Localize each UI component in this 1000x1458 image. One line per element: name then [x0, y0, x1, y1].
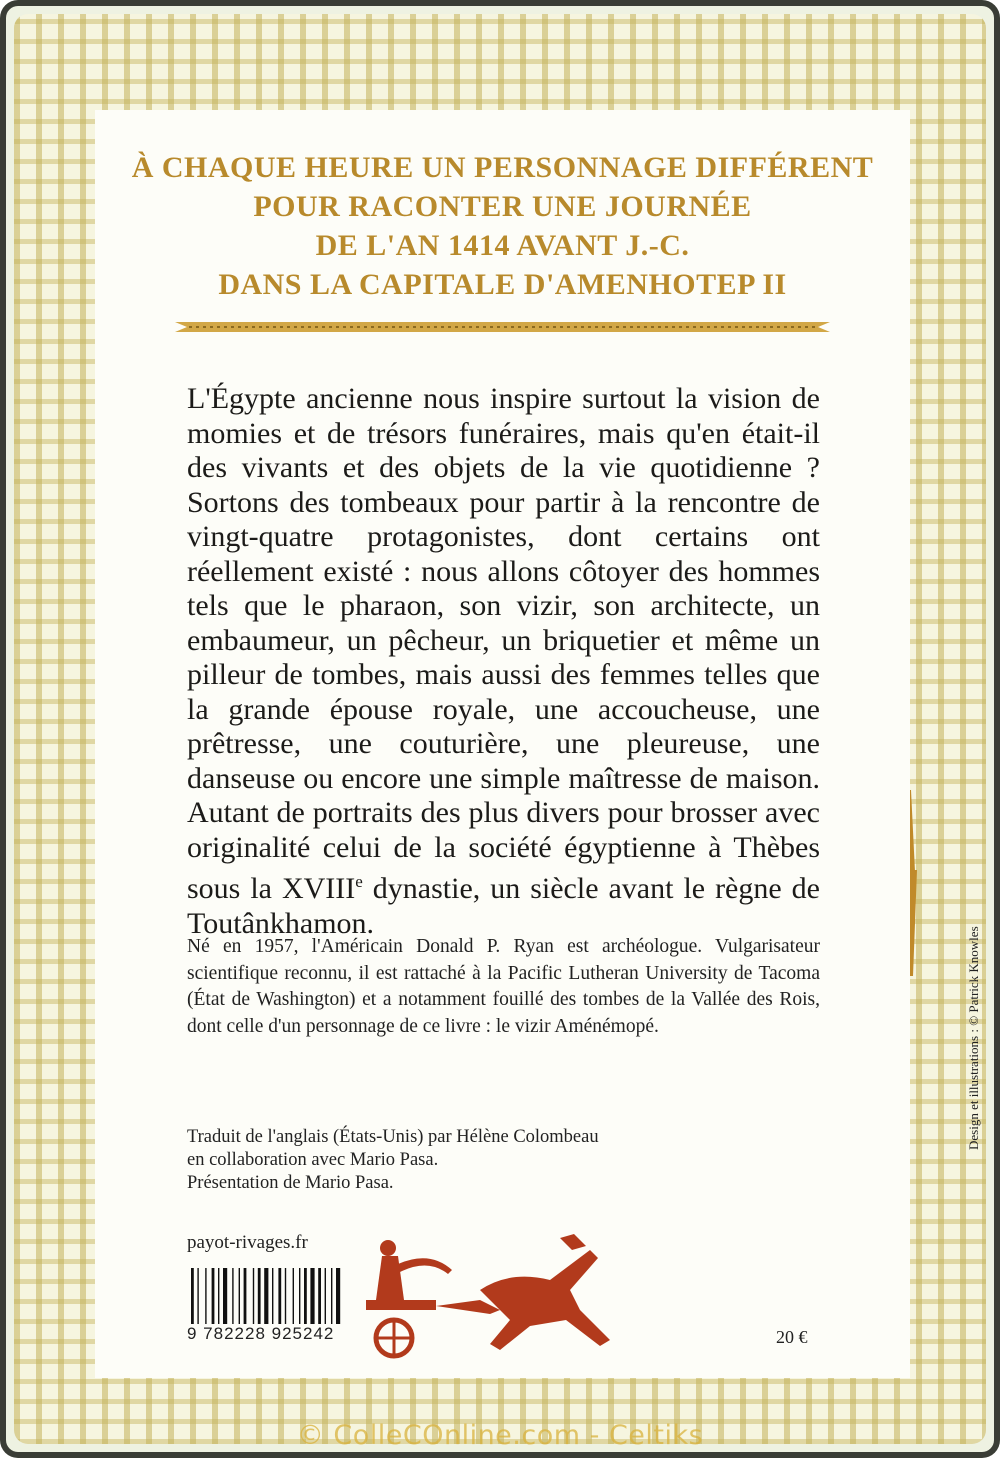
design-credit: Design et illustrations : © Patrick Knowles: [966, 926, 981, 1150]
credit-line-1: Traduit de l'anglais (États-Unis) par Hélène Colombeau: [187, 1127, 599, 1147]
blurb-text-end: dynastie, un siècle avant le règne de Toutânkhamon.: [187, 872, 820, 940]
credit-line-2: en collaboration avec Mario Pasa.: [187, 1150, 439, 1170]
isbn-number: 9 782228 925242: [187, 1324, 387, 1344]
headline-line-3: DE L'AN 1414 AVANT J.-C.: [315, 229, 690, 262]
text-panel: [95, 110, 910, 1378]
gold-ornament-divider: [175, 320, 830, 334]
chariot-archer-illustration: [360, 1230, 620, 1365]
credit-line-3: Présentation de Mario Pasa.: [187, 1173, 394, 1193]
author-bio: Né en 1957, l'Américain Donald P. Ryan est archéologue. Vulgarisateur scientifique reconnu, il est rattaché à la Pacific Lutheran University de Tacoma (État de Washington) et a notamment fouillé des tombes de la Vallée des Rois, dont celle d'un personnage de ce livre : le vizir Aménémopé.: [187, 936, 820, 1037]
headline-line-1: À CHAQUE HEURE UN PERSONNAGE DIFFÉRENT: [131, 151, 874, 184]
headline-line-4: DANS LA CAPITALE D'AMENHOTEP II: [218, 268, 787, 301]
watermark: © ColleCOnline.com - Celtiks: [296, 1420, 704, 1451]
blurb-text-main: L'Égypte ancienne nous inspire surtout la vision de momies et de trésors funéraires, mais qu'en était-il des vivants et des objets de la vie quotidienne ? Sortons des tombeaux pour partir à la rencontre de vingt-quatre protagonistes, dont certains ont réellement existé : nous allons côtoyer des hommes tels que le pharaon, son vizir, son architecte, un embaumeur, un pêcheur, un briquetier et même un pilleur de tombes, mais aussi des femmes telles que la grande épouse royale, une accoucheuse, une prêtresse, une couturière, une pleureuse, une danseuse ou encore une simple maîtresse de maison. Autant de portraits des plus divers pour brosser avec originalité celui de la société égyptienne à Thèbes sous la XVIII: [187, 382, 820, 905]
century-superscript: e: [355, 872, 363, 891]
book-blurb: [187, 382, 820, 941]
headline-line-2: POUR RACONTER UNE JOURNÉE: [253, 190, 752, 223]
publisher-website: payot-rivages.fr: [187, 1232, 308, 1253]
headline: [95, 148, 910, 304]
price: 20 €: [776, 1327, 808, 1347]
translation-credits: [187, 1126, 787, 1195]
